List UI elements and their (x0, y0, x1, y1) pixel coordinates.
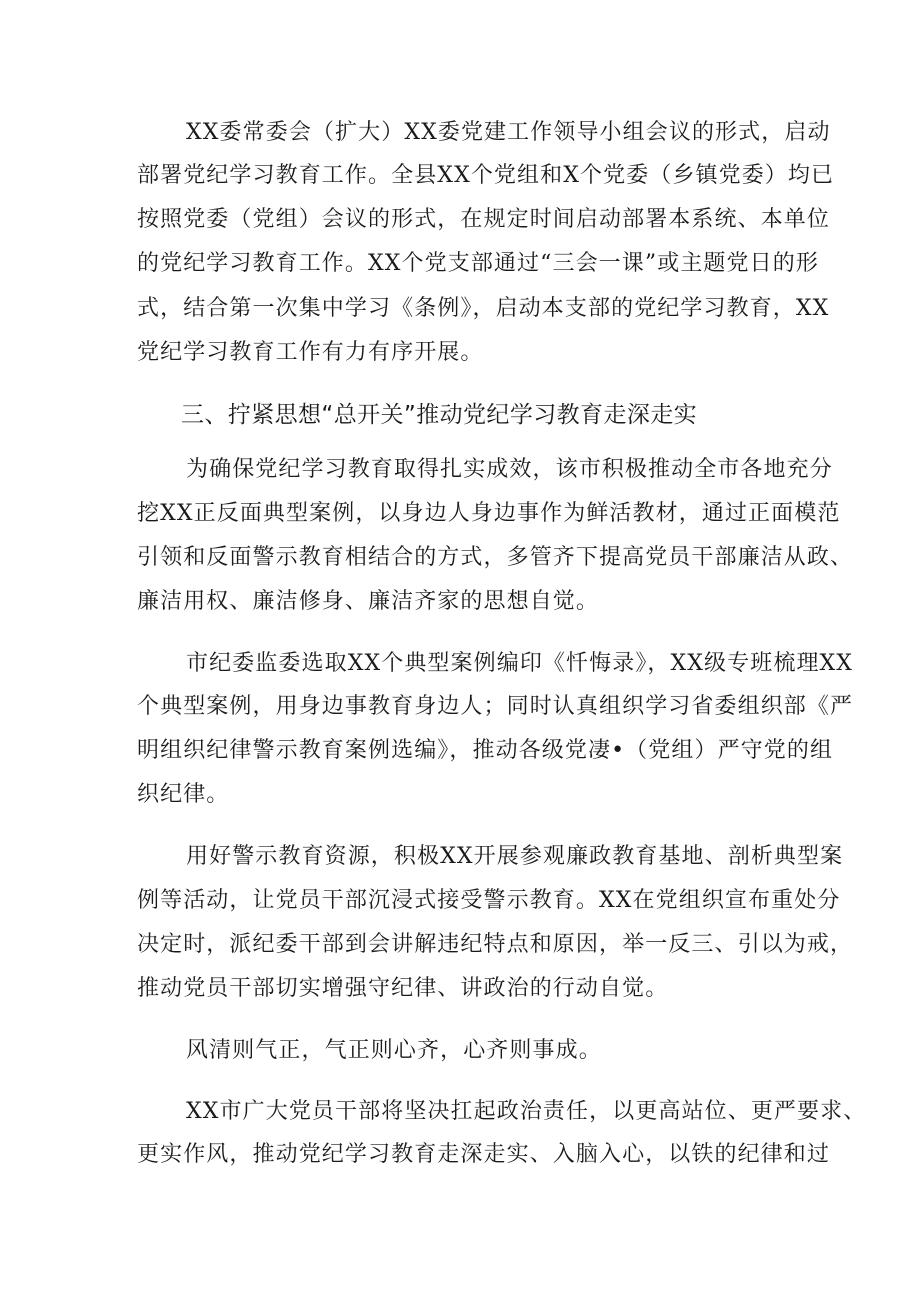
section-heading: 三、拧紧思想“总开关”推动党纪学习教育走深走实 (181, 402, 698, 428)
paragraph-line: 引领和反面警示教育相结合的方式，多管齐下提高党员干部廉洁从政、 (137, 545, 854, 570)
paragraph-line: 决定时，派纪委干部到会讲解违纪特点和原因，举一反三、引以为戒， (137, 932, 854, 957)
paragraph-line: 部署党纪学习教育工作。全县XX个党组和X个党委（乡镇党委）均已 (137, 163, 835, 188)
paragraph-line: 廉洁用权、廉洁修身、廉洁齐家的思想自觉。 (137, 589, 600, 614)
paragraph-line: 的党纪学习教育工作。XX个党支部通过“三会一课”或主题党日的形 (137, 251, 819, 276)
paragraph-line: 市纪委监委选取XX个典型案例编印《忏悔录》，XX级专班梳理XX (186, 651, 854, 676)
paragraph-line: 推动党员干部切实增强守纪律、讲政治的行动自觉。 (137, 976, 669, 1001)
paragraph-line: XX委常委会（扩大）XX委党建工作领导小组会议的形式，启动 (186, 120, 831, 145)
paragraph-line: 按照党委（党组）会议的形式，在规定时间启动部署本系统、本单位 (137, 207, 831, 232)
paragraph-line: 挖XX正反面典型案例，以身边人身边事作为鲜活教材，通过正面模范 (137, 501, 841, 526)
paragraph-line: 式，结合第一次集中学习《条例》，启动本支部的党纪学习教育，XX (137, 296, 830, 321)
paragraph-line: 更实作风，推动党纪学习教育走深走实、入脑入心，以铁的纪律和过 (137, 1142, 831, 1167)
paragraph-line: 风清则气正，气正则心齐，心齐则事成。 (186, 1038, 602, 1063)
paragraph-line: 为确保党纪学习教育取得扎实成效，该市积极推动全市各地充分 (186, 457, 833, 482)
paragraph-line: 明组织纪律警示教育案例选编》，推动各级党凄•（党组）严守党的组 (137, 738, 834, 763)
paragraph-line: 织纪律。 (137, 782, 230, 807)
paragraph-line: XX市广大党员干部将坚决扛起政治责任，以更高站位、更严要求、 (186, 1099, 867, 1124)
paragraph-line: 用好警示教育资源，积极XX开展参观廉政教育基地、剖析典型案 (186, 844, 844, 869)
paragraph-line: 党纪学习教育工作有力有序开展。 (137, 340, 484, 365)
paragraph-line: 例等活动，让党员干部沉浸式接受警示教育。XX在党组织宣布重处分 (137, 888, 841, 913)
paragraph-line: 个典型案例，用身边事教育身边人；同时认真组织学习省委组织部《严 (137, 694, 854, 719)
